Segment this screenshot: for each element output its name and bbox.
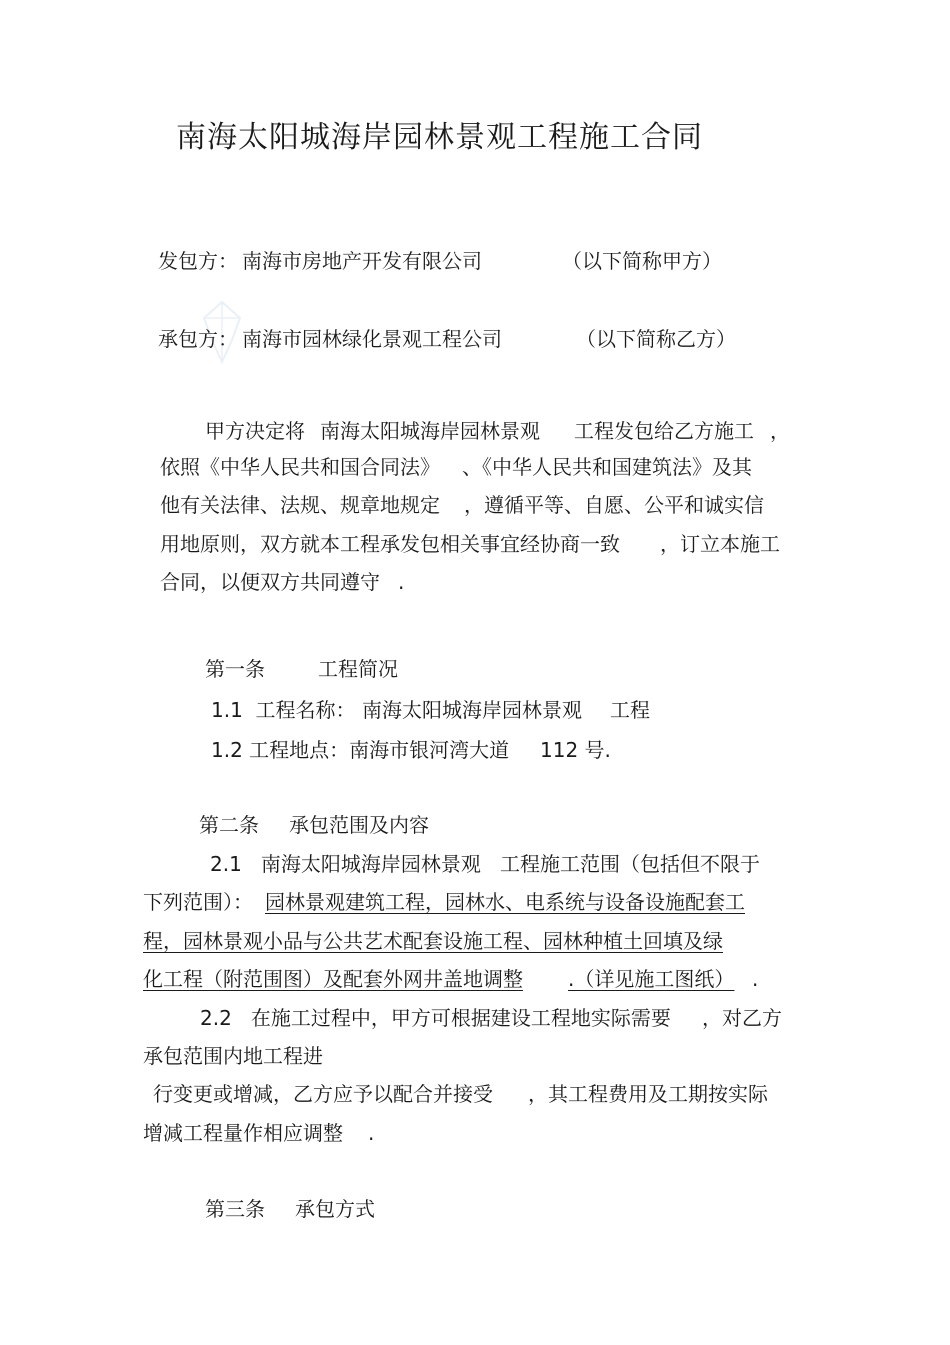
- preamble-text: .: [398, 570, 405, 594]
- clause-2-2-text: ，其工程费用及工期按实际: [528, 1082, 768, 1106]
- project-name-value: 南海太阳城海岸园林景观: [362, 698, 582, 722]
- preamble-text: 甲方决定将: [205, 419, 305, 443]
- clause-2-1-text: 2.1 南海太阳城海岸园林景观: [210, 852, 481, 876]
- project-name-label: 1.1 工程名称：: [211, 698, 356, 722]
- preamble-text: ，: [770, 419, 790, 443]
- contractor-label: 承包方：: [158, 327, 238, 351]
- clause-2-1-scope: 化工程（附范围图）及配套外网井盖地调整: [143, 967, 523, 991]
- preamble-text: 合同，以便双方共同遵守: [160, 570, 380, 594]
- clause-2-1-scope: .（详见施工图纸）: [568, 967, 735, 991]
- preamble-text: 用地原则，双方就本工程承发包相关事宜经协商一致: [160, 532, 620, 556]
- clause-2-1-scope: 园林景观建筑工程，园林水、电系统与设备设施配套工: [265, 890, 745, 914]
- clause-2-2-text: .: [368, 1121, 375, 1145]
- clause-2-2-text: 承包范围内地工程进: [143, 1044, 323, 1068]
- clause-2-1-text: 下列范围）：: [143, 890, 253, 914]
- preamble-text: 他有关法律、法规、规章地规定: [160, 493, 440, 517]
- project-location-number: 112 号.: [540, 738, 611, 762]
- clause-2-1-text: .: [752, 967, 759, 991]
- employer-name: 南海市房地产开发有限公司: [242, 249, 482, 273]
- preamble-project-name: 南海太阳城海岸园林景观: [320, 419, 540, 443]
- article-1-number: 第一条: [205, 657, 265, 681]
- employer-label: 发包方：: [158, 249, 238, 273]
- article-1-heading: 工程简况: [318, 657, 398, 681]
- article-2-heading: 承包范围及内容: [289, 813, 429, 837]
- document-title: 南海太阳城海岸园林景观工程施工合同: [176, 120, 703, 155]
- contractor-alias: （以下简称乙方）: [576, 327, 736, 351]
- clause-2-2-text: ，对乙方: [702, 1006, 782, 1030]
- project-name-suffix: 工程: [610, 698, 650, 722]
- preamble-text: ，遵循平等、自愿、公平和诚实信: [464, 493, 764, 517]
- employer-alias: （以下简称甲方）: [562, 249, 722, 273]
- preamble-text: 依照《中华人民共和国合同法》: [160, 455, 440, 479]
- preamble-text: 工程发包给乙方施工: [574, 419, 754, 443]
- clause-2-2-text: 2.2 在施工过程中，甲方可根据建设工程地实际需要: [200, 1006, 671, 1030]
- preamble-text: 、《中华人民共和国建筑法》及其: [462, 455, 752, 479]
- article-3-heading: 承包方式: [295, 1197, 375, 1221]
- clause-2-2-text: 行变更或增减，乙方应予以配合并接受: [153, 1082, 493, 1106]
- clause-2-1-scope: 程，园林景观小品与公共艺术配套设施工程、园林种植土回填及绿: [143, 929, 723, 953]
- project-location: 1.2 工程地点：南海市银河湾大道: [211, 738, 510, 762]
- article-3-number: 第三条: [205, 1197, 265, 1221]
- preamble-text: ，订立本施工: [660, 532, 780, 556]
- contractor-name: 南海市园林绿化景观工程公司: [242, 327, 502, 351]
- clause-2-2-text: 增减工程量作相应调整: [143, 1121, 343, 1145]
- article-2-number: 第二条: [199, 813, 259, 837]
- clause-2-1-text: 工程施工范围（包括但不限于: [500, 852, 760, 876]
